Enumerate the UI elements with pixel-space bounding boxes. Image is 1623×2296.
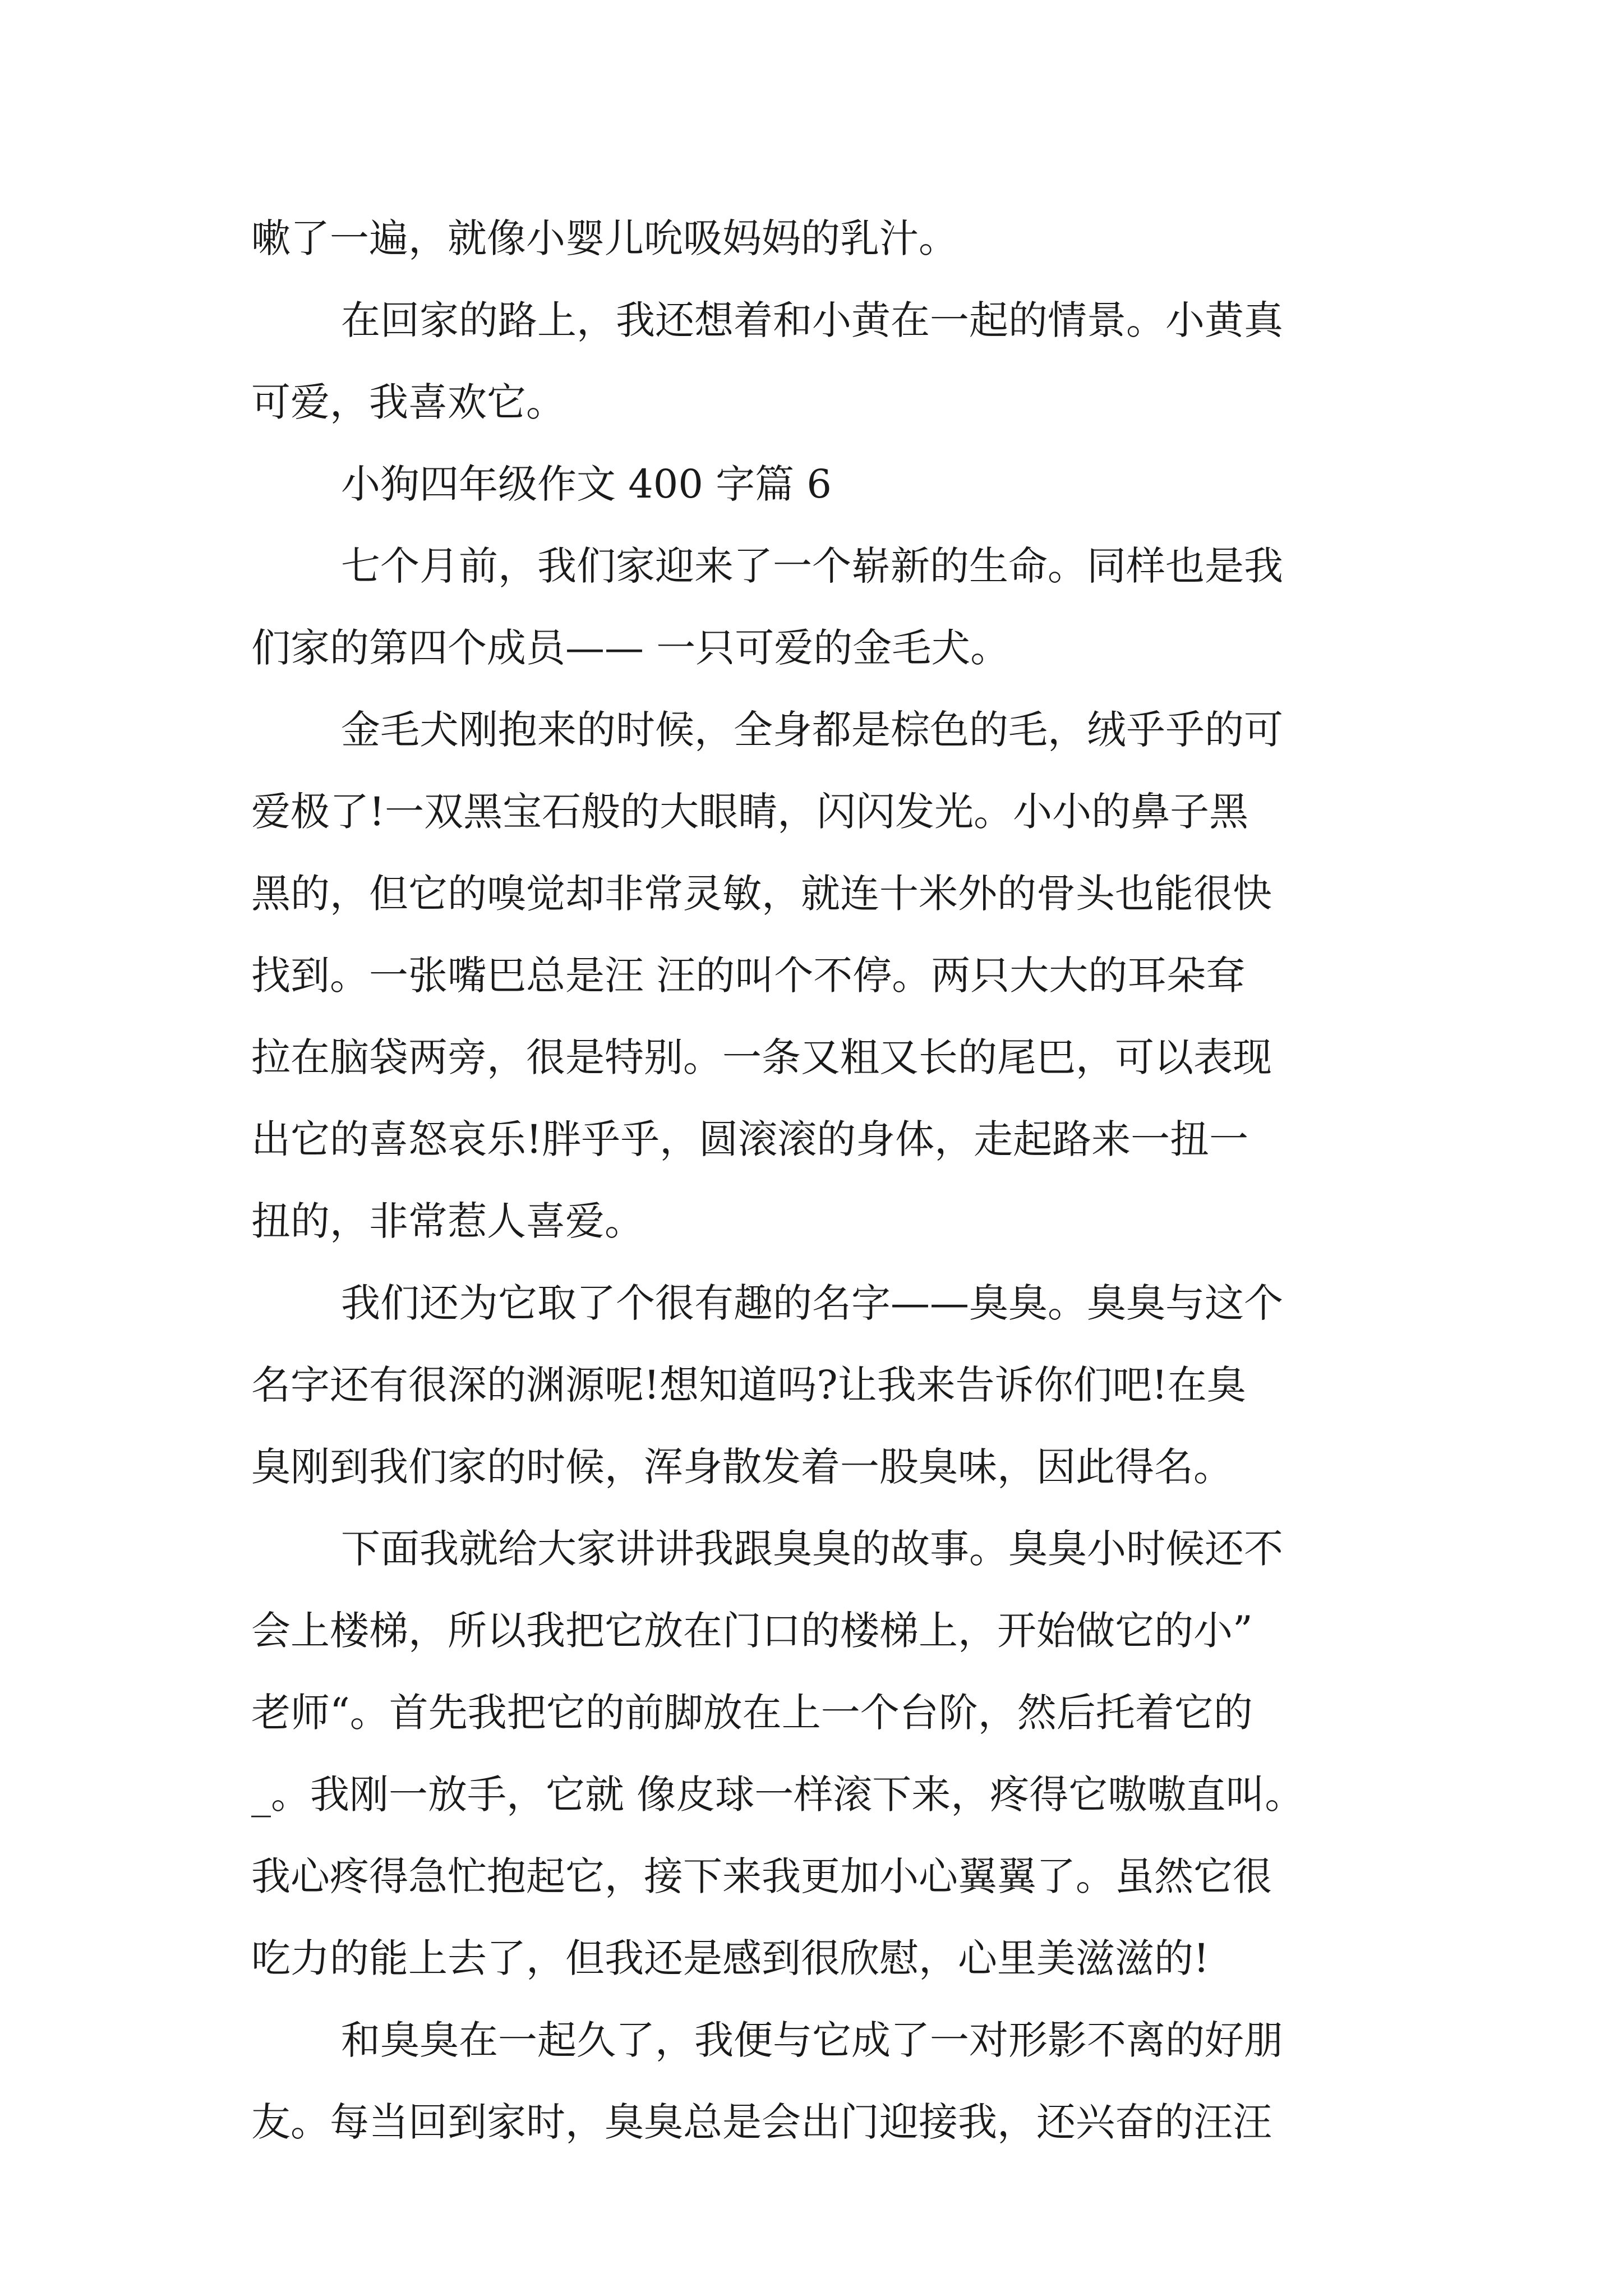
text-line: 名字还有很深的渊源呢!想知道吗?让我来告诉你们吧!在臭 (251, 1362, 1246, 1408)
text-line: 臭刚到我们家的时候，浑身散发着一股臭味，因此得名。 (251, 1444, 1233, 1490)
essay-text (251, 197, 1384, 2163)
text-line: 我们还为它取了个很有趣的名字——臭臭。臭臭与这个 (341, 1280, 1283, 1326)
section-heading: 小狗四年级作文 400 字篇 6 (341, 461, 832, 507)
text-line: 老师“。首先我把它的前脚放在上一个台阶，然后托着它的 (251, 1690, 1253, 1736)
text-line: 吃力的能上去了，但我还是感到很欣慰，心里美滋滋的! (251, 1935, 1210, 1981)
text-line: 可爱，我喜欢它。 (251, 379, 565, 425)
text-line: 拉在脑袋两旁，很是特别。一条又粗又长的尾巴，可以表现 (251, 1034, 1272, 1080)
text-line: 扭的，非常惹人喜爱。 (251, 1198, 644, 1244)
text-line: 黑的，但它的嗅觉却非常灵敏，就连十米外的骨头也能很快 (251, 871, 1272, 917)
text-line: 金毛犬刚抱来的时候，全身都是棕色的毛，绒乎乎的可 (341, 707, 1283, 753)
text-line: 嗽了一遍，就像小婴儿吮吸妈妈的乳汁。 (251, 215, 958, 261)
text-line: 在回家的路上，我还想着和小黄在一起的情景。小黄真 (341, 297, 1283, 343)
text-line: 七个月前，我们家迎来了一个崭新的生命。同样也是我 (341, 543, 1283, 589)
text-line: 友。每当回到家时，臭臭总是会出门迎接我，还兴奋的汪汪 (251, 2099, 1272, 2145)
text-line: _。我刚一放手，它就 像皮球一样滚下来，疼得它嗷嗷直叫。 (251, 1772, 1304, 1818)
text-line: 我心疼得急忙抱起它，接下来我更加小心翼翼了。虽然它很 (251, 1853, 1272, 1899)
text-line: 们家的第四个成员—— 一只可爱的金毛犬。 (251, 625, 1010, 671)
text-line: 下面我就给大家讲讲我跟臭臭的故事。臭臭小时候还不 (341, 1526, 1283, 1572)
text-line: 出它的喜怒哀乐!胖乎乎，圆滚滚的身体，走起路来一扭一 (251, 1116, 1249, 1162)
text-line: 爱极了!一双黑宝石般的大眼睛，闪闪发光。小小的鼻子黑 (251, 789, 1249, 835)
text-line: 和臭臭在一起久了，我便与它成了一对形影不离的好朋 (341, 2017, 1283, 2063)
text-line: 找到。一张嘴巴总是汪 汪的叫个不停。两只大大的耳朵耷 (251, 953, 1246, 999)
text-line: 会上楼梯，所以我把它放在门口的楼梯上，开始做它的小” (251, 1608, 1253, 1654)
